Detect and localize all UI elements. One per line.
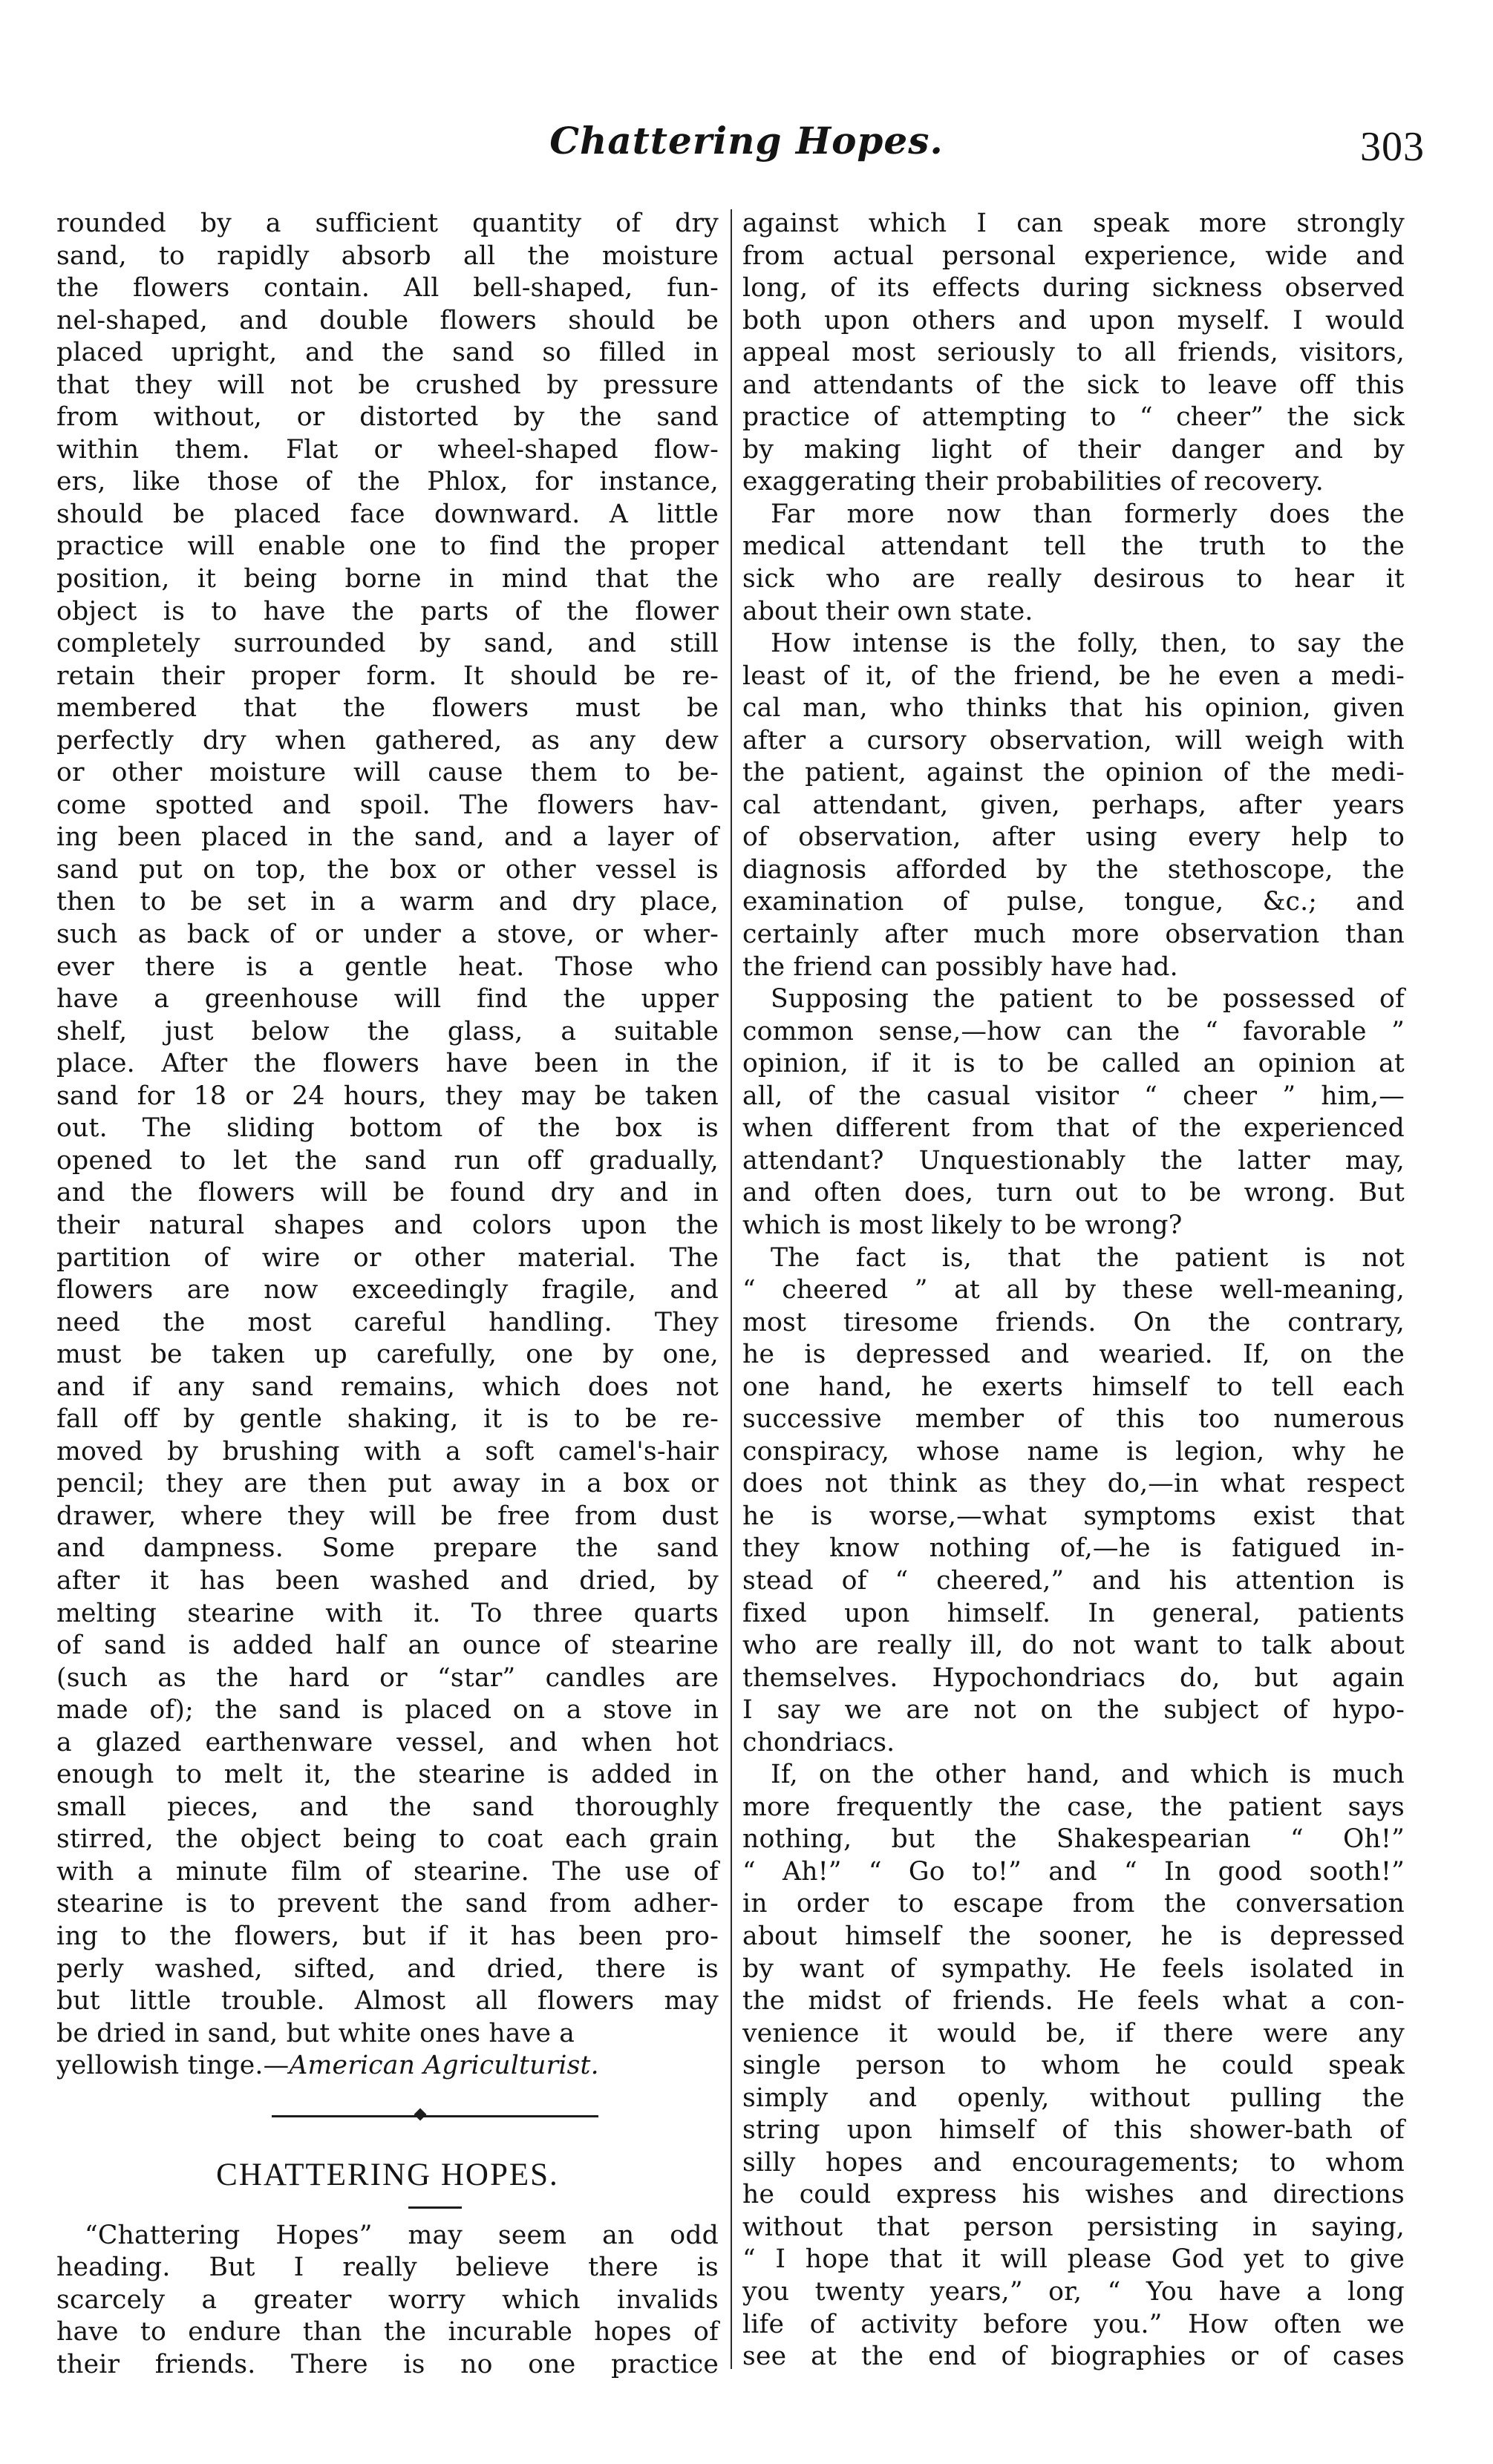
text-line: nel-shaped, and double flowers should be: [56, 305, 719, 335]
running-header: [0, 119, 1493, 178]
text-line: he could express his wishes and directions: [742, 2180, 1405, 2210]
text-line: by making light of their danger and by: [742, 434, 1405, 465]
text-line: single person to whom he could speak: [742, 2051, 1405, 2081]
text-line: flowers are now exceedingly fragile, and: [56, 1275, 719, 1305]
text-line: position, it being borne in mind that the: [56, 564, 719, 594]
text-line: ers, like those of the Phlox, for instance,: [56, 467, 719, 497]
text-line: have to endure than the incurable hopes of: [56, 2317, 719, 2347]
page-number: 303: [1360, 124, 1425, 170]
paragraph-medical-attendant: [742, 499, 1405, 628]
text-line: common sense,—how can the “ favorable ”: [742, 1016, 1405, 1046]
text-line: by want of sympathy. He feels isolated in: [742, 1953, 1405, 1984]
text-line: more frequently the case, the patient says: [742, 1792, 1405, 1822]
ornament-diamond-icon: [414, 2108, 427, 2120]
text-line: perfectly dry when gathered, as any dew: [56, 725, 719, 756]
text-line: which is most likely to be wrong?: [742, 1210, 1183, 1240]
paragraph-drying-flowers: [56, 208, 719, 2050]
text-line: membered that the flowers must be: [56, 693, 719, 724]
paragraph-common-sense: [742, 983, 1405, 1242]
text-line: medical attendant tell the truth to the: [742, 531, 1405, 562]
text-line: they know nothing of,—he is fatigued in-: [742, 1533, 1405, 1564]
text-line: long, of its effects during sickness observed: [742, 273, 1405, 304]
text-line: need the most careful handling. They: [56, 1307, 719, 1337]
text-line: sand, to rapidly absorb all the moisture: [56, 240, 719, 271]
text-line: be dried in sand, but white ones have a: [56, 2018, 575, 2048]
text-line: and the flowers will be found dry and in: [56, 1178, 719, 1208]
text-line: Supposing the patient to be possessed of: [771, 984, 1405, 1015]
text-line: stearine is to prevent the sand from adher-: [56, 1889, 719, 1919]
text-line: silly hopes and encouragements; to whom: [742, 2147, 1405, 2178]
text-line: How intense is the folly, then, to say the: [771, 629, 1405, 659]
text-line: completely surrounded by sand, and still: [56, 629, 719, 659]
text-line: shelf, just below the glass, a suitable: [56, 1016, 719, 1046]
running-title: Chattering Hopes.: [549, 119, 944, 163]
text-line: practice of attempting to “ cheer” the sick: [742, 402, 1405, 433]
text-line: practice will enable one to find the proper: [56, 531, 719, 562]
text-line: venience it would be, if there were any: [742, 2018, 1405, 2048]
section-heading: CHATTERING HOPES.: [216, 2157, 559, 2192]
text-line: and if any sand remains, which does not: [56, 1372, 719, 1402]
text-line: come spotted and spoil. The flowers hav-: [56, 790, 719, 820]
text-line: both upon others and upon myself. I would: [742, 305, 1405, 335]
text-line: stirred, the object being to coat each grain: [56, 1824, 719, 1855]
text-line: pencil; they are then put away in a box or: [56, 1469, 719, 1499]
text-line: rounded by a sufficient quantity of dry: [56, 209, 719, 238]
heading-short-rule: [408, 2206, 462, 2209]
text-line: conspiracy, whose name is legion, why he: [742, 1436, 1405, 1467]
source-attribution-line: [56, 2050, 719, 2083]
text-line: from actual personal experience, wide and: [742, 240, 1405, 271]
text-line: see at the end of biographies or of cases: [742, 2342, 1405, 2372]
text-line: and dampness. Some prepare the sand: [56, 1533, 719, 1564]
text-line: the midst of friends. He feels what a con-: [742, 1986, 1405, 2016]
text-line: retain their proper form. It should be re-: [56, 661, 719, 691]
text-line: string upon himself of this shower-bath of: [742, 2115, 1405, 2146]
text-line: certainly after much more observation than: [742, 920, 1405, 950]
text-line: place. After the flowers have been in the: [56, 1049, 719, 1079]
text-line: chondriacs.: [742, 1727, 895, 1757]
attribution-lead: yellowish tinge.—: [56, 2051, 290, 2081]
text-line: (such as the hard or “star” candles are: [56, 1662, 719, 1693]
text-line: I say we are not on the subject of hypo-: [742, 1695, 1405, 1726]
text-line: diagnosis afforded by the stethoscope, the: [742, 854, 1405, 885]
column-divider: [731, 209, 732, 2369]
text-line: “ I hope that it will please God yet to give: [742, 2244, 1405, 2275]
text-line: stead of “ cheered,” and his attention is: [742, 1565, 1405, 1596]
text-line: most tiresome friends. On the contrary,: [742, 1307, 1405, 1337]
text-line: ever there is a gentle heat. Those who: [56, 951, 719, 982]
text-line: out. The sliding bottom of the box is: [56, 1113, 719, 1144]
text-line: after a cursory observation, will weigh with: [742, 725, 1405, 756]
text-line: the flowers contain. All bell-shaped, fun-: [56, 273, 719, 304]
text-line: all, of the casual visitor “ cheer ” him,—: [742, 1081, 1405, 1111]
text-line: “ Ah!” “ Go to!” and “ In good sooth!”: [742, 1856, 1405, 1887]
paragraph-folly: [742, 628, 1405, 983]
text-line: successive member of this too numerous: [742, 1404, 1405, 1435]
text-line: opened to let the sand run off gradually,: [56, 1145, 719, 1176]
text-line: sick who are really desirous to hear it: [742, 564, 1405, 594]
text-line: least of it, of the friend, be he even a medi-: [742, 661, 1405, 691]
text-line: “ cheered ” at all by these well-meaning,: [742, 1275, 1405, 1305]
text-line: that they will not be crushed by pressure: [56, 370, 719, 400]
paragraph-fact: [742, 1242, 1405, 1760]
ornament-rule: [272, 2115, 598, 2117]
text-line: If, on the other hand, and which is much: [771, 1760, 1405, 1790]
text-line: sand put on top, the box or other vessel is: [56, 854, 719, 885]
text-line: moved by brushing with a soft camel's-hair: [56, 1436, 719, 1467]
text-line: cal man, who thinks that his opinion, given: [742, 693, 1405, 724]
text-line: you twenty years,” or, “ You have a long: [742, 2277, 1405, 2307]
section-ornament-divider: [56, 2083, 719, 2147]
text-line: placed upright, and the sand so filled in: [56, 338, 719, 368]
paragraph-chattering-hopes-intro: [56, 2220, 719, 2382]
text-line: have a greenhouse will find the upper: [56, 984, 719, 1015]
text-line: he is depressed and wearied. If, on the: [742, 1340, 1405, 1370]
text-line: “Chattering Hopes” may seem an odd: [85, 2220, 719, 2250]
text-line: and often does, turn out to be wrong. But: [742, 1178, 1405, 1208]
right-column: [742, 208, 1405, 2373]
text-line: small pieces, and the sand thoroughly: [56, 1792, 719, 1822]
text-line: Far more now than formerly does the: [771, 499, 1405, 529]
text-line: perly washed, sifted, and dried, there is: [56, 1953, 719, 1984]
text-line: object is to have the parts of the flower: [56, 596, 719, 626]
text-line: The fact is, that the patient is not: [771, 1242, 1405, 1273]
text-line: heading. But I really believe there is: [56, 2252, 719, 2283]
attribution-source: American Agriculturist.: [289, 2051, 599, 2081]
text-line: the friend can possibly have had.: [742, 951, 1178, 982]
text-line: ing to the flowers, but if it has been pro-: [56, 1921, 719, 1951]
text-line: the patient, against the opinion of the medi-: [742, 758, 1405, 788]
text-line: enough to melt it, the stearine is added in: [56, 1760, 719, 1790]
text-line: does not think as they do,—in what respect: [742, 1469, 1405, 1499]
left-column: [56, 208, 719, 2381]
text-line: opinion, if it is to be called an opinion at: [742, 1049, 1405, 1079]
text-line: of observation, after using every help to: [742, 822, 1405, 853]
text-line: then to be set in a warm and dry place,: [56, 887, 719, 917]
text-line: who are really ill, do not want to talk about: [742, 1631, 1405, 1661]
text-line: a glazed earthenware vessel, and when hot: [56, 1727, 719, 1757]
text-line: made of); the sand is placed on a stove in: [56, 1695, 719, 1726]
text-line: sand for 18 or 24 hours, they may be taken: [56, 1081, 719, 1111]
text-line: about their own state.: [742, 596, 1033, 626]
text-line: drawer, where they will be free from dust: [56, 1501, 719, 1531]
text-line: partition of wire or other material. The: [56, 1242, 719, 1273]
text-line: their friends. There is no one practice: [56, 2349, 719, 2379]
text-line: but little trouble. Almost all flowers may: [56, 1986, 719, 2016]
text-line: against which I can speak more strongly: [742, 209, 1405, 238]
text-line: from without, or distorted by the sand: [56, 402, 719, 433]
text-line: he is worse,—what symptoms exist that: [742, 1501, 1405, 1531]
text-line: when different from that of the experienced: [742, 1113, 1405, 1144]
text-line: fall off by gentle shaking, it is to be re-: [56, 1404, 719, 1435]
text-line: nothing, but the Shakespearian “ Oh!”: [742, 1824, 1405, 1855]
text-line: simply and openly, without pulling the: [742, 2083, 1405, 2113]
text-line: their natural shapes and colors upon the: [56, 1210, 719, 1240]
text-line: after it has been washed and dried, by: [56, 1565, 719, 1596]
text-line: should be placed face downward. A little: [56, 499, 719, 529]
text-line: ing been placed in the sand, and a layer of: [56, 822, 719, 853]
text-line: exaggerating their probabilities of recovery.: [742, 467, 1324, 497]
text-line: or other moisture will cause them to be-: [56, 758, 719, 788]
text-line: with a minute film of stearine. The use of: [56, 1856, 719, 1887]
text-line: must be taken up carefully, one by one,: [56, 1340, 719, 1370]
text-line: themselves. Hypochondriacs do, but again: [742, 1662, 1405, 1693]
paragraph-continuation: [742, 208, 1405, 499]
text-line: fixed upon himself. In general, patients: [742, 1598, 1405, 1628]
text-line: within them. Flat or wheel-shaped flow-: [56, 434, 719, 465]
text-line: life of activity before you.” How often we: [742, 2309, 1405, 2339]
text-line: without that person persisting in saying,: [742, 2212, 1405, 2242]
text-line: in order to escape from the conversation: [742, 1889, 1405, 1919]
text-line: examination of pulse, tongue, &c.; and: [742, 887, 1405, 917]
paragraph-other-hand: [742, 1759, 1405, 2373]
text-line: about himself the sooner, he is depressed: [742, 1921, 1405, 1951]
text-line: melting stearine with it. To three quarts: [56, 1598, 719, 1628]
text-line: scarcely a greater worry which invalids: [56, 2284, 719, 2315]
text-line: such as back of or under a stove, or wher-: [56, 920, 719, 950]
text-line: of sand is added half an ounce of stearine: [56, 1631, 719, 1661]
text-line: appeal most seriously to all friends, visitors,: [742, 338, 1405, 368]
heading-underline: [56, 2198, 719, 2220]
text-line: attendant? Unquestionably the latter may,: [742, 1145, 1405, 1176]
text-line: one hand, he exerts himself to tell each: [742, 1372, 1405, 1402]
text-line: and attendants of the sick to leave off this: [742, 370, 1405, 400]
text-line: cal attendant, given, perhaps, after years: [742, 790, 1405, 820]
